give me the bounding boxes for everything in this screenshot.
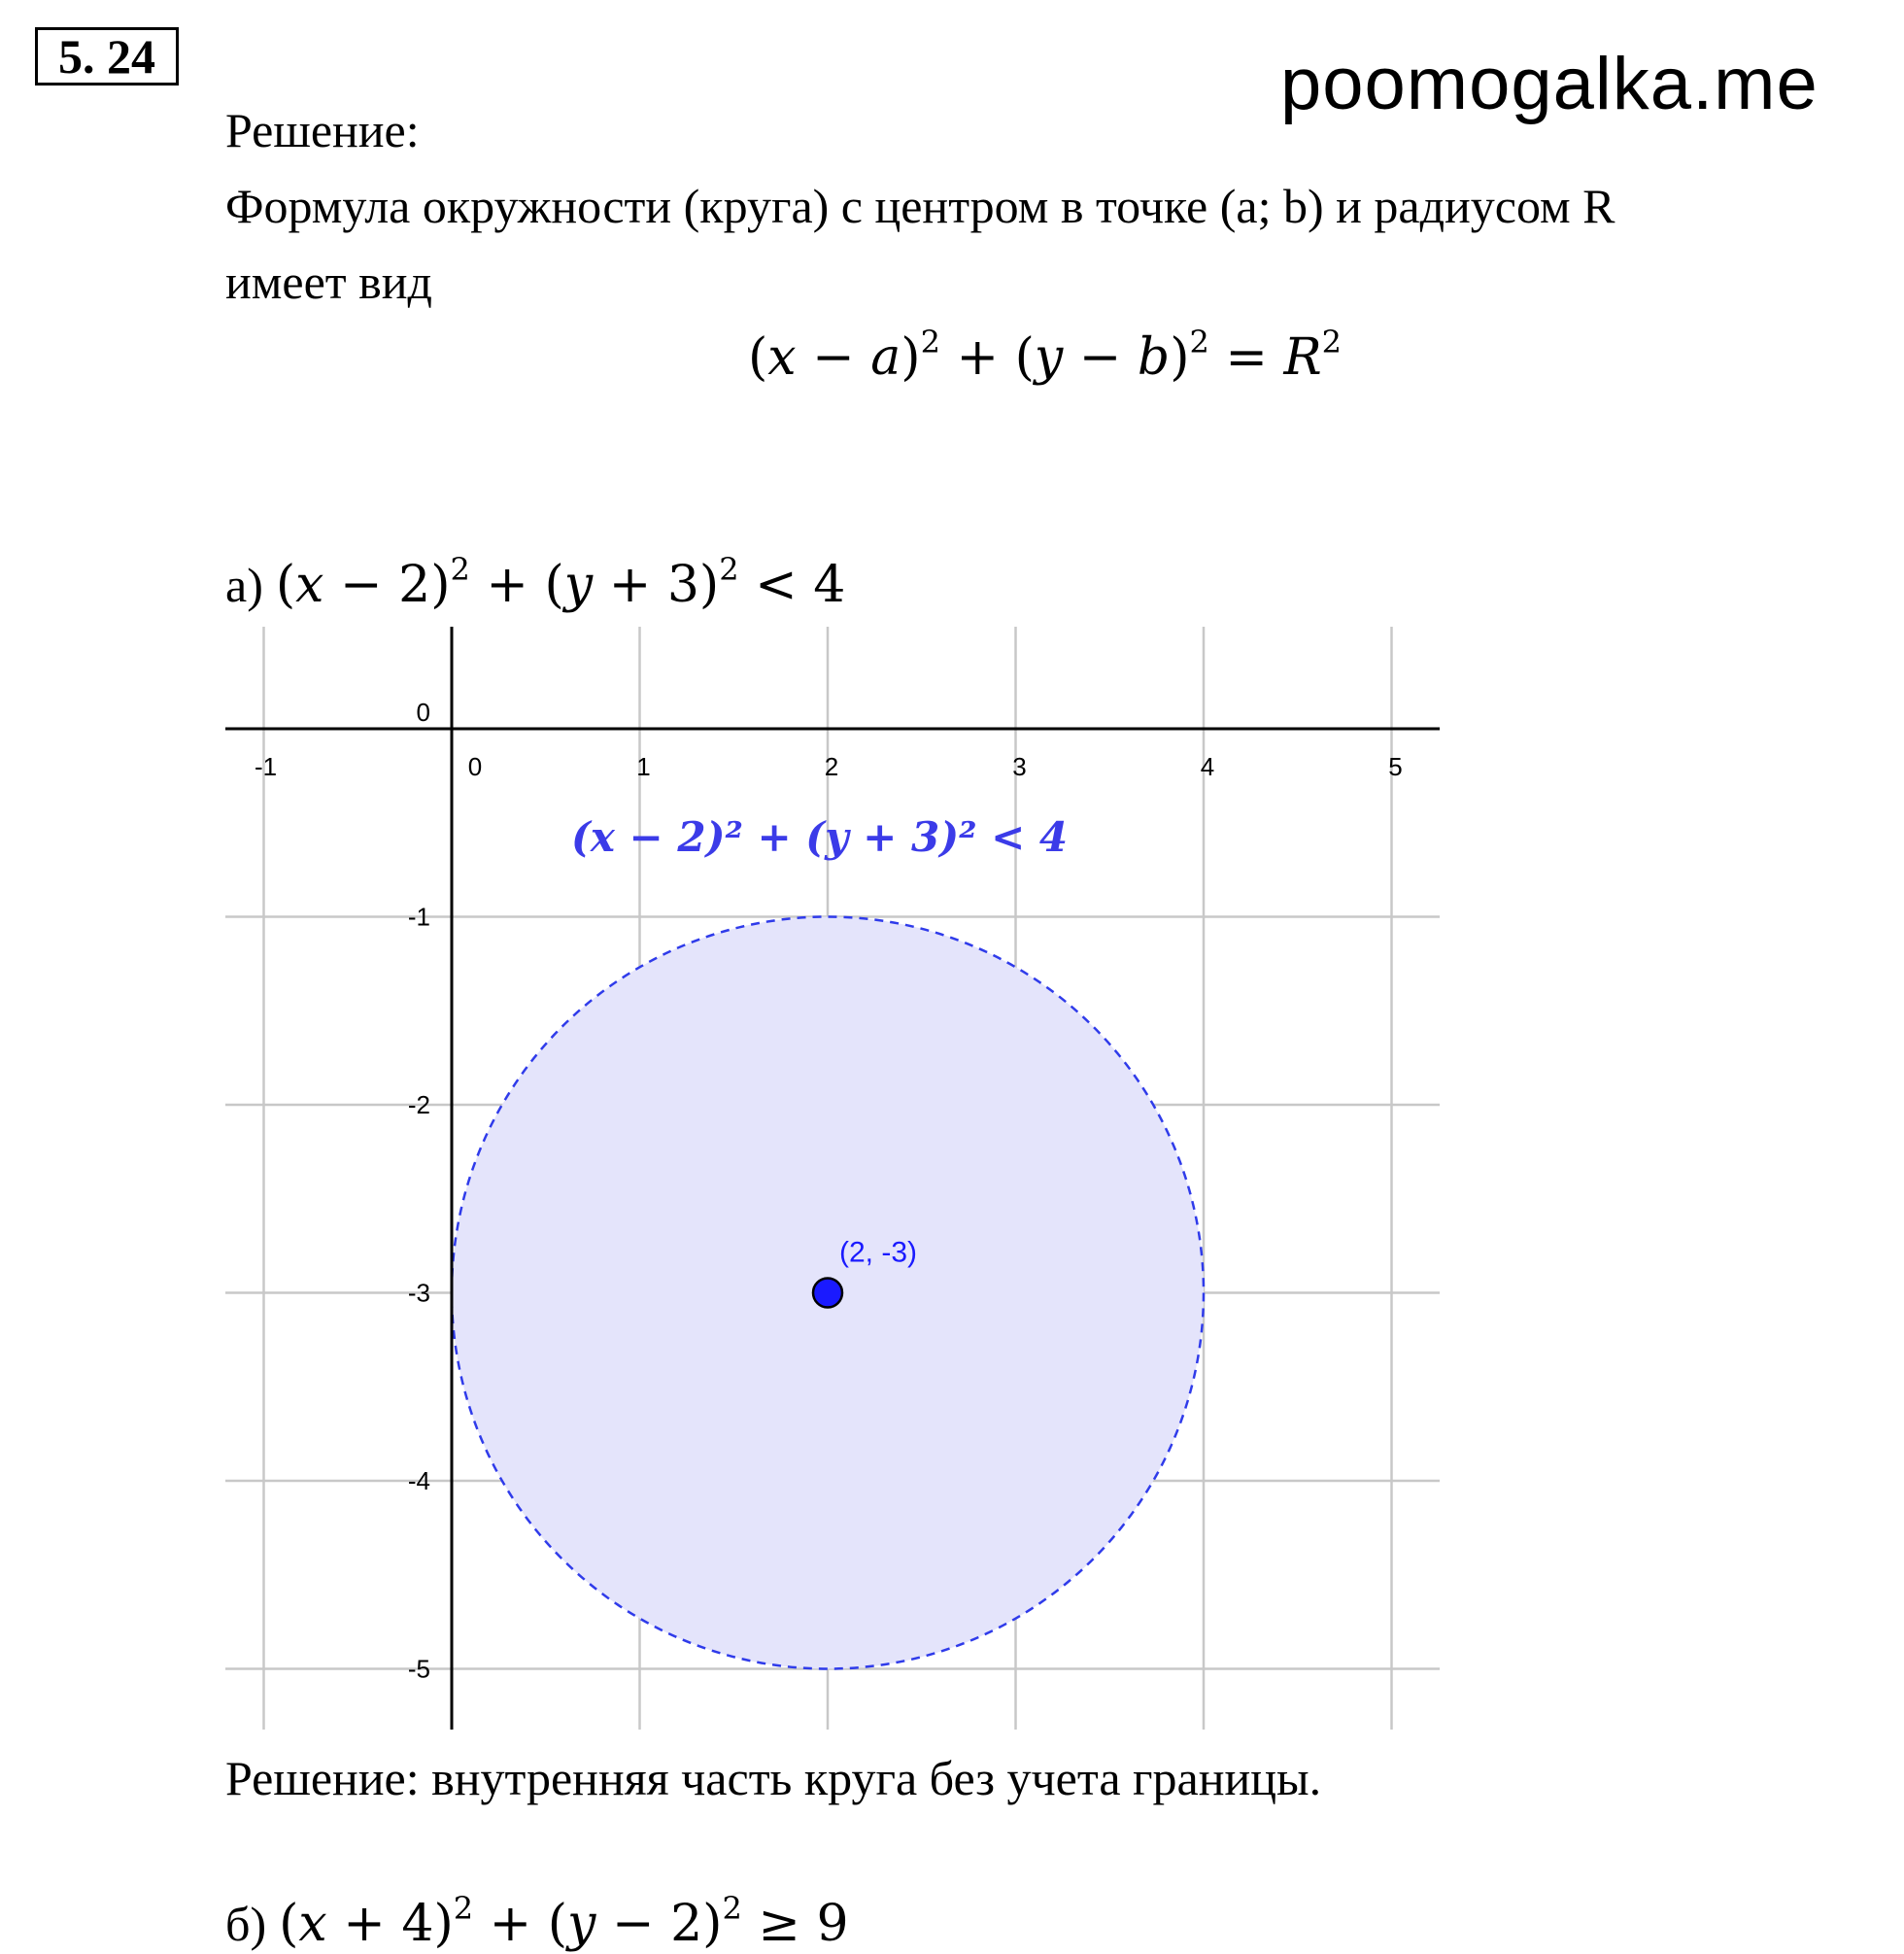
x-tick-label: 0 [467,752,483,781]
x-tick-label: 5 [1388,752,1403,781]
x-tick-label: 1 [636,752,651,781]
intro-line-1: Формула окружности (круга) с центром в точке (a; b) и радиусом R [225,179,1615,233]
x-tick-label: -1 [254,752,278,781]
center-point-label: (2, -3) [839,1236,918,1269]
conclusion-text: Решение: внутренняя часть круга без учета границы. [225,1751,1322,1805]
center-point [813,1279,842,1308]
y-tick-label: -1 [407,902,430,932]
x-tick-label: 3 [1012,752,1027,781]
site-watermark: poomogalka.me [1280,43,1819,125]
part-b-inequality: б) $(x + 4)^2 + (y - 2)^2 \ge 9$ [225,1890,849,1953]
y-tick-label: -2 [407,1090,430,1119]
y-tick-label: 0 [416,698,430,727]
x-tick-label: 2 [824,752,839,781]
region-inequality-label: (x − 2)² + (y + 3)² < 4 [571,813,1069,861]
part-a-inequality: а) $(x - 2)^2 + (y + 3)^2 < 4$ [225,551,846,614]
solution-heading: Решение: [225,103,420,157]
x-tick-label: 4 [1200,752,1215,781]
general-circle-formula: $(x - a)^2 + (y - b)^2 = R^2$ [748,324,1342,387]
y-tick-label: -3 [407,1278,430,1308]
y-tick-label: -5 [407,1654,430,1684]
problem-number: 5. 24 [35,27,179,86]
y-tick-label: -4 [407,1466,430,1495]
intro-line-2: имеет вид [225,255,432,309]
